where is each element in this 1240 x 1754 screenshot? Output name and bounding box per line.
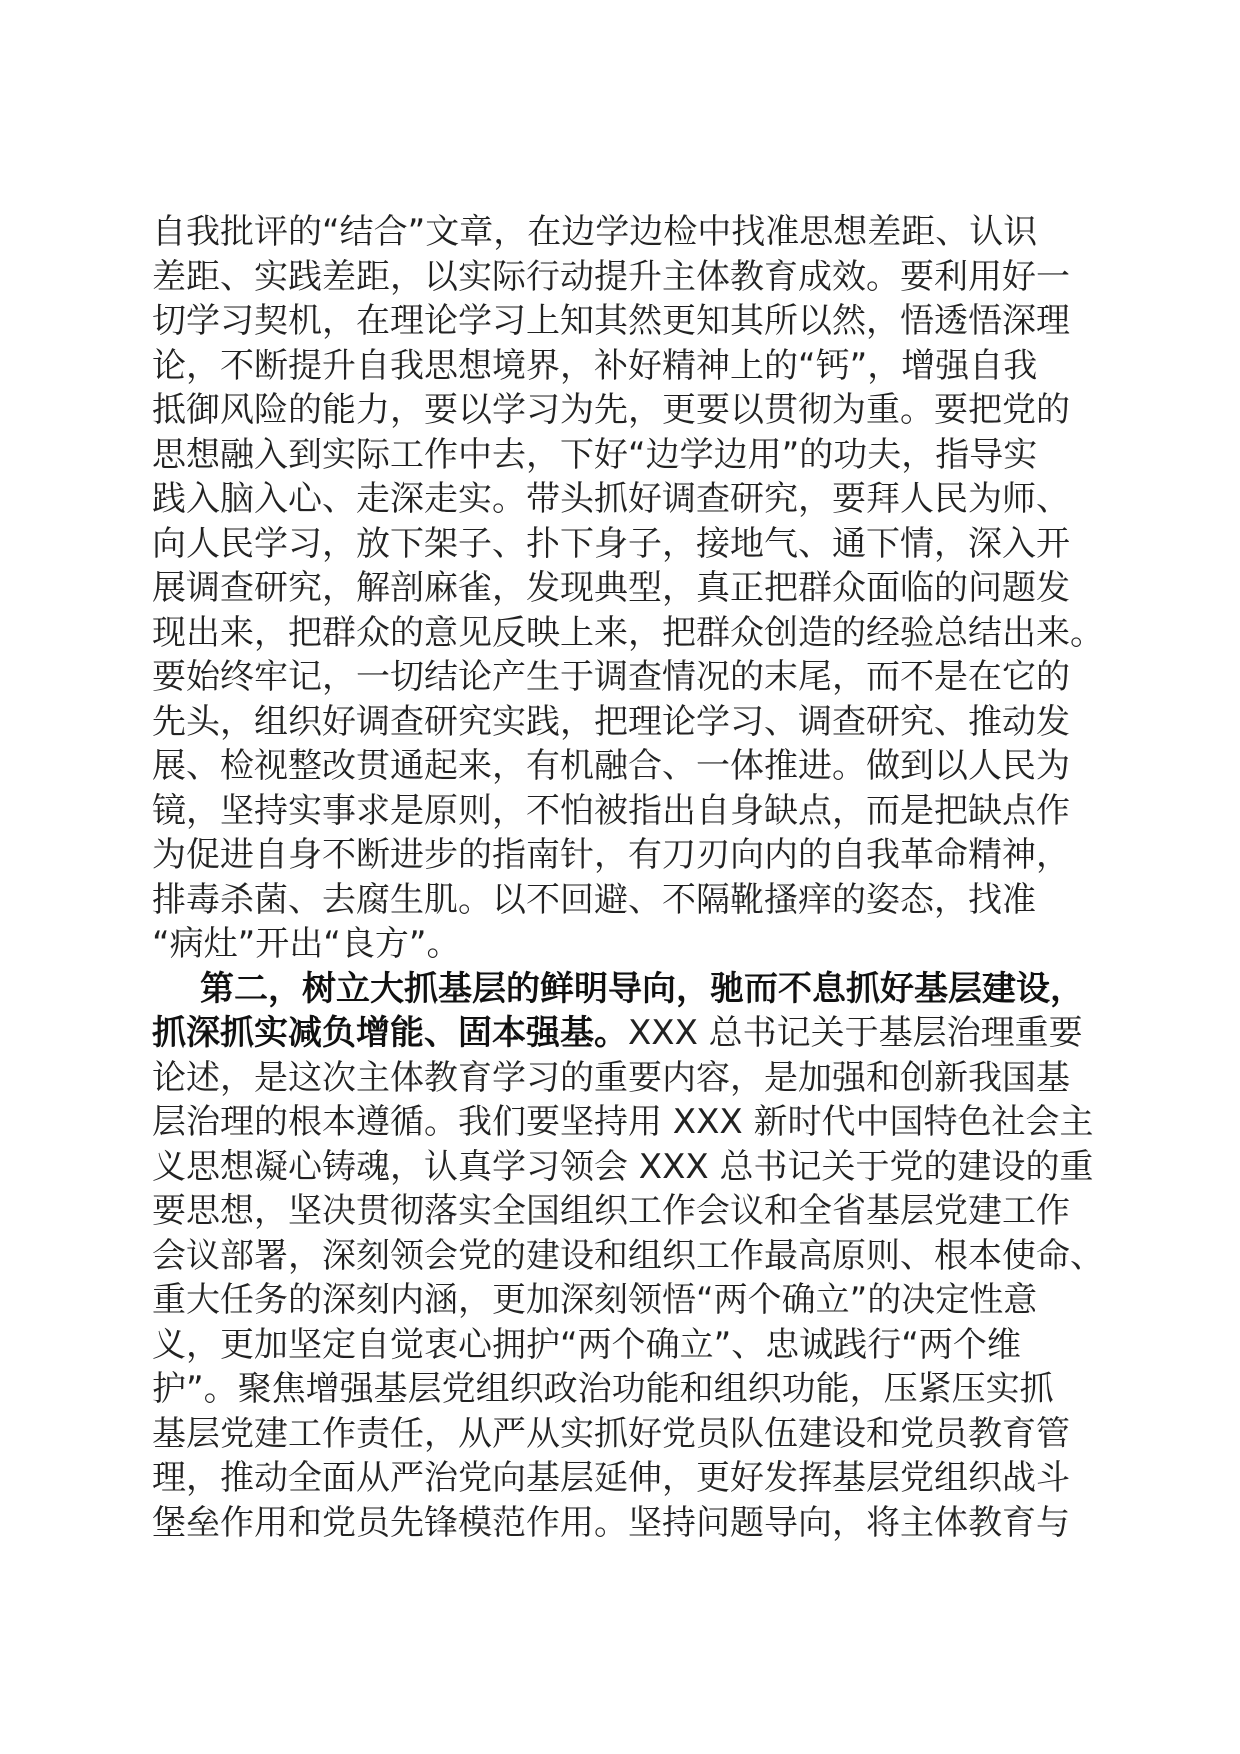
text-line: 现出来，把群众的意见反映上来，把群众创造的经验总结出来。 (152, 612, 1104, 653)
text-line: 展调查研究，解剖麻雀，发现典型，真正把群众面临的问题发 (152, 568, 1070, 608)
text-line: 理，推动全面从严治党向基层延伸，更好发挥基层党组织战斗 (152, 1458, 1070, 1498)
text-line: 重大任务的深刻内涵，更加深刻领悟“两个确立”的决定性意 (152, 1280, 1038, 1320)
text-line: 向人民学习，放下架子、扑下身子，接地气、通下情，深入开 (152, 523, 1070, 564)
text-line: 论，不断提升自我思想境界，补好精神上的“钙”，增强自我 (152, 345, 1038, 386)
paragraph-2 (152, 967, 1104, 1546)
paragraph-1 (152, 210, 1104, 967)
text-line: 切学习契机，在理论学习上知其然更知其所以然，悟透悟深理 (152, 301, 1070, 341)
text-line: 要思想，坚决贯彻落实全国组织工作会议和全省基层党建工作 (152, 1191, 1070, 1231)
text-line: 要始终牢记，一切结论产生于调查情况的末尾，而不是在它的 (152, 657, 1070, 697)
text-line: 自我批评的“结合”文章，在边学边检中找准思想差距、认识 (152, 212, 1038, 252)
text-line: 为促进自身不断进步的指南针，有刀刃向内的自我革命精神， (152, 835, 1070, 875)
text-line: 差距、实践差距，以实际行动提升主体教育成效。要利用好一 (152, 256, 1070, 297)
text-line: 护”。聚焦增强基层党组织政治功能和组织功能，压紧压实抓 (152, 1369, 1054, 1409)
text-line: 展、检视整改贯通起来，有机融合、一体推进。做到以人民为 (152, 746, 1070, 786)
text-line: 义思想凝心铸魂，认真学习领会 XXX 总书记关于党的建设的重 (152, 1146, 1094, 1187)
text-line: 基层党建工作责任，从严从实抓好党员队伍建设和党员教育管 (152, 1413, 1070, 1454)
text-line: 先头，组织好调查研究实践，把理论学习、调查研究、推动发 (152, 701, 1070, 742)
text-line: 排毒杀菌、去腐生肌。以不回避、不隔靴搔痒的姿态，找准 (152, 879, 1036, 920)
text-line: 层治理的根本遵循。我们要坚持用 XXX 新时代中国特色社会主 (152, 1102, 1094, 1142)
text-line: 会议部署，深刻领会党的建设和组织工作最高原则、根本使命、 (152, 1235, 1104, 1276)
document-body (152, 210, 1104, 1545)
text-line: 践入脑入心、走深走实。带头抓好调查研究，要拜人民为师、 (152, 479, 1070, 519)
text-line: 义，更加坚定自觉衷心拥护“两个确立”、忠诚践行“两个维 (152, 1324, 1021, 1365)
text-line: “病灶”开出“良方”。 (152, 924, 461, 964)
text-line: 抵御风险的能力，要以学习为先，更要以贯彻为重。要把党的 (152, 390, 1070, 430)
text-line-rest: XXX 总书记关于基层治理重要 (628, 1013, 1083, 1053)
text-line (152, 1011, 1092, 1056)
text-line: 堡垒作用和党员先锋模范作用。坚持问题导向，将主体教育与 (152, 1502, 1070, 1543)
section-heading: 第二，树立大抓基层的鲜明导向，驰而不息抓好基层建设， (200, 968, 1084, 1009)
text-line: 思想融入到实际工作中去，下好“边学边用”的功夫，指导实 (152, 434, 1038, 475)
section-heading-continued: 抓深抓实减负增能、固本强基。 (152, 1013, 628, 1053)
text-line: 论述，是这次主体教育学习的重要内容，是加强和创新我国基 (152, 1057, 1070, 1098)
text-line: 镜，坚持实事求是原则，不怕被指出自身缺点，而是把缺点作 (152, 790, 1070, 831)
